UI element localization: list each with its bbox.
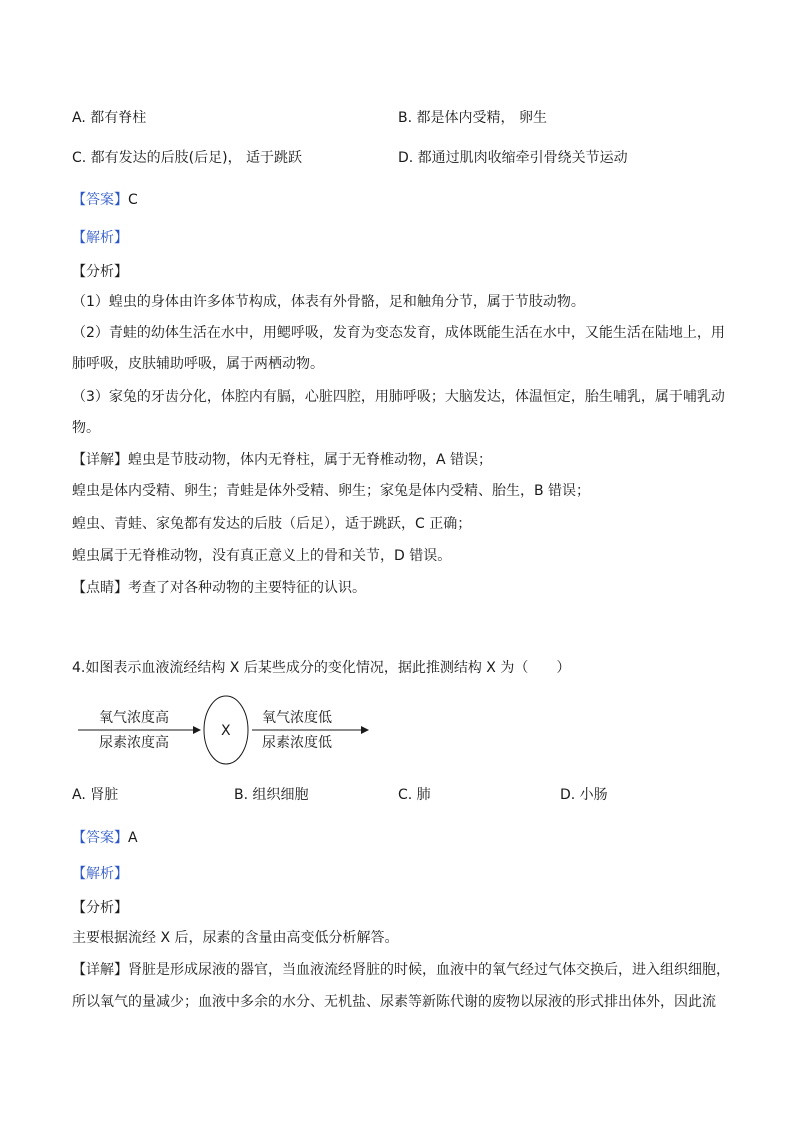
q3-detail-line: 蝗虫属于无脊椎动物，没有真正意义上的骨和关节，D 错误。 xyxy=(72,548,452,564)
right-bottom-label: 尿素浓度低 xyxy=(262,735,332,751)
detail-label: 【详解】 xyxy=(72,962,128,978)
q4-option-a: A. 肾脏 xyxy=(72,787,119,803)
q3-option-b: B. 都是体内受精， 卵生 xyxy=(398,110,547,126)
q4-option-d: D. 小肠 xyxy=(560,787,608,803)
detail-text: 蝗虫是节肢动物，体内无脊柱，属于无脊椎动物，A 错误； xyxy=(128,452,493,468)
q3-detail xyxy=(72,450,732,470)
q3-answer xyxy=(72,190,732,210)
analysis-label: 【解析】 xyxy=(72,230,128,246)
q3-point xyxy=(72,578,732,598)
q3-option-d: D. 都通过肌肉收缩牵引骨绕关节运动 xyxy=(398,150,628,166)
analysis-label: 【解析】 xyxy=(72,866,128,882)
structure-x-label: X xyxy=(221,723,231,739)
fenxi-label: 【分析】 xyxy=(72,264,128,280)
answer-value: C xyxy=(128,192,138,208)
answer-value: A xyxy=(128,830,138,846)
q4-stem: 4.如图表示血液流经结构 X 后某些成分的变化情况，据此推测结构 X 为（ ） xyxy=(72,660,571,676)
q4-detail-line: 所以氧气的量减少；血液中多余的水分、无机盐、尿素等新陈代谢的废物以尿液的形式排出体外，因此流 xyxy=(72,994,716,1010)
q3-detail-line: 蝗虫、青蛙、家兔都有发达的后肢（后足），适于跳跃，C 正确； xyxy=(72,516,472,532)
answer-label: 【答案】 xyxy=(72,192,128,208)
q4-fenxi-heading xyxy=(72,898,732,918)
q3-fenxi-line: 物。 xyxy=(72,420,100,436)
q3-analysis-heading xyxy=(72,228,732,248)
answer-label: 【答案】 xyxy=(72,830,128,846)
left-top-label: 氧气浓度高 xyxy=(99,710,169,726)
q4-detail xyxy=(72,960,732,980)
detail-label: 【详解】 xyxy=(72,452,128,468)
right-top-label: 氧气浓度低 xyxy=(262,710,332,726)
detail-text: 肾脏是形成尿液的器官，当血液流经肾脏的时候，血液中的氧气经过气体交换后，进入组织细胞， xyxy=(128,962,730,978)
q3-fenxi-line: （3）家兔的牙齿分化，体腔内有膈，心脏四腔，用肺呼吸；大脑发达，体温恒定，胎生哺乳，属于哺乳动 xyxy=(72,389,725,405)
q3-option-c: C. 都有发达的后肢(后足)， 适于跳跃 xyxy=(72,150,303,166)
q3-fenxi-heading xyxy=(72,262,732,282)
q4-option-c: C. 肺 xyxy=(398,787,431,803)
q3-fenxi-line: （1）蝗虫的身体由许多体节构成，体表有外骨骼，足和触角分节，属于节肢动物。 xyxy=(72,294,585,310)
q4-option-b: B. 组织细胞 xyxy=(234,787,309,803)
q3-fenxi-line: 肺呼吸，皮肤辅助呼吸，属于两栖动物。 xyxy=(72,356,324,372)
q3-detail-line: 蝗虫是体内受精、卵生；青蛙是体外受精、卵生；家兔是体内受精、胎生，B 错误； xyxy=(72,483,591,499)
left-bottom-label: 尿素浓度高 xyxy=(99,735,169,751)
q4-diagram xyxy=(72,694,372,774)
point-label: 【点睛】 xyxy=(72,580,128,596)
q3-fenxi-line: （2）青蛙的幼体生活在水中，用鳃呼吸，发育为变态发育，成体既能生活在水中，又能生活在陆地上，用 xyxy=(72,325,725,341)
q4-fenxi-line: 主要根据流经 X 后，尿素的含量由高变低分析解答。 xyxy=(72,930,399,946)
q4-answer xyxy=(72,828,732,848)
q4-analysis-heading xyxy=(72,864,732,884)
q3-option-a: A. 都有脊柱 xyxy=(72,110,147,126)
fenxi-label: 【分析】 xyxy=(72,900,128,916)
point-text: 考查了对各种动物的主要特征的认识。 xyxy=(128,580,366,596)
